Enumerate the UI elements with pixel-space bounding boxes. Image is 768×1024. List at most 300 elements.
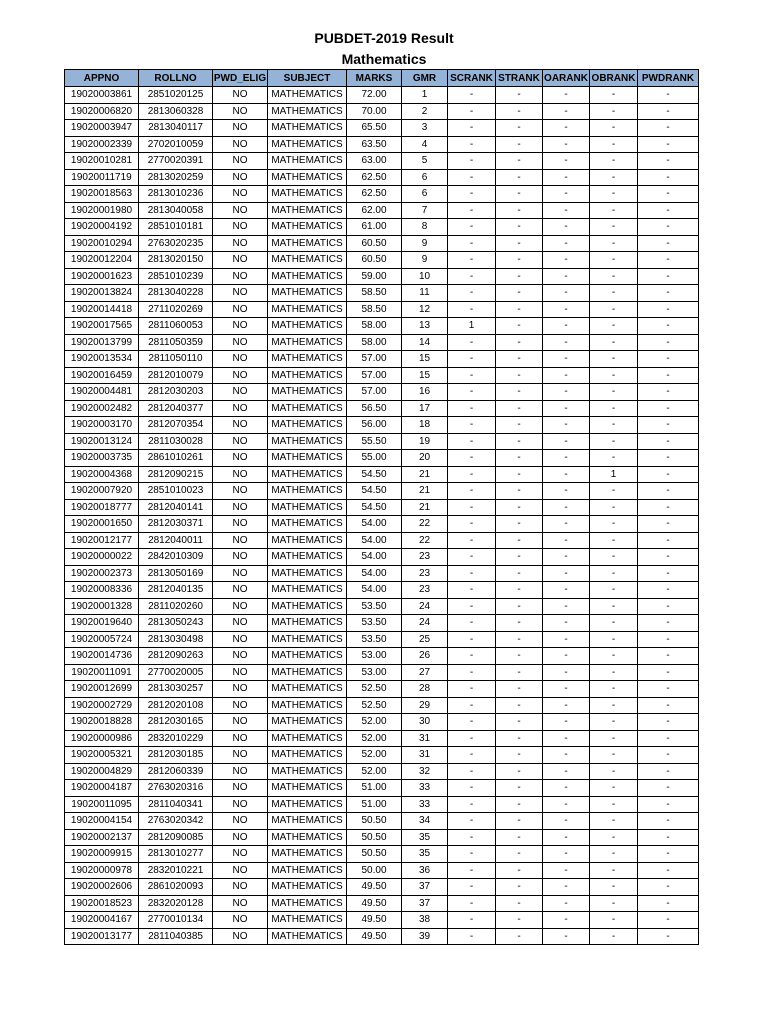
table-cell-subject: MATHEMATICS [268,367,347,384]
table-cell-gmr: 23 [402,549,448,566]
table-cell-rollno: 2861020093 [139,879,213,896]
table-cell-gmr: 22 [402,516,448,533]
table-cell-rollno: 2813020259 [139,169,213,186]
table-cell-pwdrank: - [638,928,699,945]
column-header-scrank: SCRANK [448,70,496,87]
table-cell-obrank: - [590,796,638,813]
table-cell-pwdrank: - [638,400,699,417]
table-cell-appno: 19020011719 [65,169,139,186]
table-cell-pwdrank: - [638,829,699,846]
table-cell-gmr: 27 [402,664,448,681]
table-cell-gmr: 24 [402,615,448,632]
table-cell-pwd-elig: NO [213,433,268,450]
table-cell-scrank: - [448,219,496,236]
table-cell-marks: 54.00 [347,516,402,533]
table-cell-pwd-elig: NO [213,532,268,549]
table-row [65,252,699,269]
table-cell-pwd-elig: NO [213,186,268,203]
table-cell-marks: 72.00 [347,87,402,104]
table-cell-strank: - [496,120,543,137]
table-cell-rollno: 2812040141 [139,499,213,516]
table-cell-subject: MATHEMATICS [268,648,347,665]
table-row [65,813,699,830]
table-cell-gmr: 13 [402,318,448,335]
table-cell-marks: 52.00 [347,714,402,731]
table-cell-rollno: 2813040228 [139,285,213,302]
table-cell-rollno: 2811040385 [139,928,213,945]
table-cell-subject: MATHEMATICS [268,169,347,186]
table-cell-oarank: - [543,912,590,929]
table-cell-scrank: - [448,417,496,434]
table-cell-subject: MATHEMATICS [268,862,347,879]
table-cell-gmr: 35 [402,846,448,863]
column-header-pwd-elig: PWD_ELIG [213,70,268,87]
table-cell-obrank: 1 [590,466,638,483]
table-cell-rollno: 2702010059 [139,136,213,153]
table-cell-oarank: - [543,747,590,764]
table-cell-oarank: - [543,598,590,615]
table-cell-strank: - [496,136,543,153]
table-cell-pwdrank: - [638,895,699,912]
table-cell-rollno: 2811030028 [139,433,213,450]
table-cell-rollno: 2811020260 [139,598,213,615]
table-cell-marks: 62.50 [347,186,402,203]
table-cell-strank: - [496,400,543,417]
table-cell-appno: 19020016459 [65,367,139,384]
table-cell-subject: MATHEMATICS [268,879,347,896]
table-row [65,516,699,533]
table-cell-scrank: - [448,433,496,450]
table-cell-scrank: - [448,285,496,302]
table-row [65,747,699,764]
table-row [65,318,699,335]
table-row [65,186,699,203]
table-cell-obrank: - [590,219,638,236]
table-cell-pwdrank: - [638,384,699,401]
table-cell-gmr: 11 [402,285,448,302]
table-cell-oarank: - [543,565,590,582]
table-cell-pwd-elig: NO [213,301,268,318]
table-cell-rollno: 2812090085 [139,829,213,846]
table-cell-subject: MATHEMATICS [268,549,347,566]
table-cell-pwdrank: - [638,813,699,830]
table-row [65,829,699,846]
table-cell-scrank: - [448,697,496,714]
table-cell-appno: 19020004154 [65,813,139,830]
table-cell-scrank: - [448,235,496,252]
table-cell-appno: 19020013799 [65,334,139,351]
table-cell-pwdrank: - [638,87,699,104]
table-cell-pwd-elig: NO [213,697,268,714]
table-cell-subject: MATHEMATICS [268,87,347,104]
table-cell-appno: 19020018523 [65,895,139,912]
table-cell-gmr: 6 [402,169,448,186]
table-cell-pwd-elig: NO [213,202,268,219]
table-row [65,615,699,632]
table-cell-subject: MATHEMATICS [268,400,347,417]
table-cell-gmr: 16 [402,384,448,401]
table-cell-appno: 19020005724 [65,631,139,648]
table-cell-strank: - [496,202,543,219]
table-row [65,103,699,120]
table-cell-oarank: - [543,895,590,912]
table-cell-marks: 54.00 [347,549,402,566]
table-cell-gmr: 29 [402,697,448,714]
table-cell-scrank: - [448,730,496,747]
table-cell-pwd-elig: NO [213,730,268,747]
table-cell-gmr: 26 [402,648,448,665]
table-cell-pwdrank: - [638,351,699,368]
table-cell-obrank: - [590,813,638,830]
table-cell-obrank: - [590,450,638,467]
table-cell-rollno: 2813030257 [139,681,213,698]
table-cell-strank: - [496,87,543,104]
table-cell-obrank: - [590,136,638,153]
table-cell-oarank: - [543,433,590,450]
table-row [65,846,699,863]
table-cell-obrank: - [590,763,638,780]
table-cell-marks: 54.00 [347,532,402,549]
table-cell-marks: 51.00 [347,796,402,813]
table-cell-obrank: - [590,681,638,698]
table-cell-obrank: - [590,879,638,896]
table-cell-scrank: - [448,103,496,120]
table-cell-oarank: - [543,136,590,153]
table-cell-gmr: 35 [402,829,448,846]
table-row [65,268,699,285]
table-cell-pwdrank: - [638,730,699,747]
table-cell-pwd-elig: NO [213,928,268,945]
column-header-rollno: ROLLNO [139,70,213,87]
table-cell-scrank: 1 [448,318,496,335]
table-cell-subject: MATHEMATICS [268,928,347,945]
table-row [65,796,699,813]
table-cell-oarank: - [543,829,590,846]
table-cell-rollno: 2813040117 [139,120,213,137]
table-cell-appno: 19020012177 [65,532,139,549]
table-row [65,499,699,516]
table-cell-pwd-elig: NO [213,648,268,665]
table-cell-oarank: - [543,450,590,467]
table-cell-appno: 19020014736 [65,648,139,665]
table-cell-marks: 55.50 [347,433,402,450]
table-cell-marks: 63.50 [347,136,402,153]
table-cell-marks: 65.50 [347,120,402,137]
table-cell-gmr: 21 [402,483,448,500]
table-cell-appno: 19020012699 [65,681,139,698]
table-cell-pwdrank: - [638,681,699,698]
table-cell-strank: - [496,846,543,863]
table-cell-strank: - [496,648,543,665]
table-cell-pwd-elig: NO [213,466,268,483]
table-cell-strank: - [496,532,543,549]
table-cell-obrank: - [590,400,638,417]
table-row [65,928,699,945]
table-cell-strank: - [496,730,543,747]
table-cell-obrank: - [590,730,638,747]
table-cell-gmr: 17 [402,400,448,417]
table-cell-gmr: 15 [402,351,448,368]
table-cell-strank: - [496,681,543,698]
table-cell-subject: MATHEMATICS [268,301,347,318]
table-cell-gmr: 33 [402,796,448,813]
table-cell-subject: MATHEMATICS [268,598,347,615]
table-cell-obrank: - [590,780,638,797]
table-cell-oarank: - [543,631,590,648]
table-cell-gmr: 39 [402,928,448,945]
table-cell-appno: 19020002729 [65,697,139,714]
table-cell-oarank: - [543,417,590,434]
table-cell-pwd-elig: NO [213,318,268,335]
table-cell-strank: - [496,268,543,285]
table-cell-pwdrank: - [638,763,699,780]
table-cell-obrank: - [590,103,638,120]
table-cell-marks: 50.50 [347,846,402,863]
table-cell-pwd-elig: NO [213,169,268,186]
table-cell-pwdrank: - [638,219,699,236]
table-cell-appno: 19020002606 [65,879,139,896]
table-cell-gmr: 9 [402,235,448,252]
table-cell-rollno: 2770020005 [139,664,213,681]
table-cell-obrank: - [590,664,638,681]
table-cell-rollno: 2812010079 [139,367,213,384]
table-cell-strank: - [496,351,543,368]
table-cell-subject: MATHEMATICS [268,417,347,434]
table-cell-appno: 19020011095 [65,796,139,813]
table-row [65,219,699,236]
table-cell-rollno: 2770020391 [139,153,213,170]
table-cell-scrank: - [448,532,496,549]
table-cell-subject: MATHEMATICS [268,565,347,582]
table-cell-pwd-elig: NO [213,565,268,582]
table-cell-gmr: 1 [402,87,448,104]
table-cell-scrank: - [448,598,496,615]
table-cell-subject: MATHEMATICS [268,268,347,285]
table-cell-rollno: 2811040341 [139,796,213,813]
table-cell-rollno: 2813050169 [139,565,213,582]
table-cell-marks: 56.50 [347,400,402,417]
table-cell-rollno: 2763020316 [139,780,213,797]
table-header-row [65,70,699,87]
table-cell-oarank: - [543,334,590,351]
table-cell-pwdrank: - [638,516,699,533]
table-cell-pwdrank: - [638,301,699,318]
table-cell-subject: MATHEMATICS [268,730,347,747]
table-cell-rollno: 2813010277 [139,846,213,863]
table-cell-rollno: 2832020128 [139,895,213,912]
table-cell-marks: 53.50 [347,631,402,648]
table-cell-oarank: - [543,879,590,896]
table-row [65,681,699,698]
table-cell-pwd-elig: NO [213,450,268,467]
table-cell-strank: - [496,879,543,896]
table-cell-gmr: 24 [402,598,448,615]
table-cell-rollno: 2813040058 [139,202,213,219]
table-cell-pwdrank: - [638,120,699,137]
table-cell-oarank: - [543,252,590,269]
table-cell-rollno: 2812040377 [139,400,213,417]
table-cell-oarank: - [543,813,590,830]
table-cell-pwd-elig: NO [213,681,268,698]
table-cell-marks: 54.50 [347,483,402,500]
table-row [65,549,699,566]
table-cell-strank: - [496,103,543,120]
table-cell-scrank: - [448,268,496,285]
table-cell-marks: 59.00 [347,268,402,285]
table-cell-rollno: 2812090263 [139,648,213,665]
table-cell-marks: 53.00 [347,648,402,665]
table-cell-oarank: - [543,169,590,186]
table-cell-obrank: - [590,351,638,368]
table-cell-marks: 60.50 [347,252,402,269]
table-cell-strank: - [496,912,543,929]
table-cell-strank: - [496,252,543,269]
table-cell-gmr: 9 [402,252,448,269]
table-cell-pwdrank: - [638,367,699,384]
table-cell-appno: 19020001623 [65,268,139,285]
table-cell-oarank: - [543,235,590,252]
table-cell-pwd-elig: NO [213,351,268,368]
table-cell-marks: 49.50 [347,912,402,929]
table-cell-oarank: - [543,186,590,203]
table-cell-marks: 55.00 [347,450,402,467]
table-cell-subject: MATHEMATICS [268,813,347,830]
table-cell-marks: 62.50 [347,169,402,186]
table-cell-strank: - [496,582,543,599]
table-cell-appno: 19020000022 [65,549,139,566]
table-cell-obrank: - [590,301,638,318]
table-cell-subject: MATHEMATICS [268,466,347,483]
table-cell-pwd-elig: NO [213,582,268,599]
table-cell-strank: - [496,367,543,384]
table-row [65,466,699,483]
table-cell-scrank: - [448,466,496,483]
table-cell-oarank: - [543,615,590,632]
table-cell-rollno: 2763020235 [139,235,213,252]
table-cell-scrank: - [448,186,496,203]
table-cell-pwdrank: - [638,499,699,516]
table-cell-appno: 19020000986 [65,730,139,747]
table-cell-strank: - [496,153,543,170]
table-cell-scrank: - [448,301,496,318]
table-cell-appno: 19020003170 [65,417,139,434]
table-cell-strank: - [496,235,543,252]
table-cell-pwd-elig: NO [213,615,268,632]
table-cell-gmr: 7 [402,202,448,219]
table-cell-obrank: - [590,829,638,846]
table-cell-pwd-elig: NO [213,219,268,236]
table-cell-appno: 19020001980 [65,202,139,219]
table-cell-appno: 19020009915 [65,846,139,863]
table-cell-scrank: - [448,384,496,401]
table-row [65,87,699,104]
table-cell-appno: 19020004167 [65,912,139,929]
table-cell-gmr: 21 [402,499,448,516]
table-cell-marks: 54.00 [347,565,402,582]
table-cell-appno: 19020014418 [65,301,139,318]
table-cell-scrank: - [448,747,496,764]
table-cell-subject: MATHEMATICS [268,334,347,351]
table-cell-pwdrank: - [638,235,699,252]
table-cell-pwdrank: - [638,780,699,797]
table-cell-marks: 70.00 [347,103,402,120]
table-cell-obrank: - [590,120,638,137]
table-cell-subject: MATHEMATICS [268,846,347,863]
table-cell-scrank: - [448,879,496,896]
table-cell-obrank: - [590,334,638,351]
table-cell-strank: - [496,549,543,566]
column-header-appno: APPNO [65,70,139,87]
table-cell-pwd-elig: NO [213,103,268,120]
table-cell-gmr: 14 [402,334,448,351]
table-cell-subject: MATHEMATICS [268,153,347,170]
table-cell-oarank: - [543,780,590,797]
table-cell-appno: 19020004829 [65,763,139,780]
table-cell-subject: MATHEMATICS [268,697,347,714]
table-cell-strank: - [496,285,543,302]
table-cell-pwdrank: - [638,615,699,632]
table-row [65,367,699,384]
table-cell-marks: 57.00 [347,384,402,401]
table-cell-rollno: 2861010261 [139,450,213,467]
table-row [65,631,699,648]
table-cell-pwd-elig: NO [213,483,268,500]
table-cell-oarank: - [543,483,590,500]
table-cell-rollno: 2812040011 [139,532,213,549]
table-cell-pwdrank: - [638,268,699,285]
table-cell-oarank: - [543,318,590,335]
table-cell-gmr: 23 [402,565,448,582]
table-cell-rollno: 2770010134 [139,912,213,929]
column-header-pwdrank: PWDRANK [638,70,699,87]
table-cell-appno: 19020001328 [65,598,139,615]
table-cell-subject: MATHEMATICS [268,235,347,252]
table-cell-rollno: 2813010236 [139,186,213,203]
table-cell-pwd-elig: NO [213,367,268,384]
table-row [65,763,699,780]
table-cell-oarank: - [543,499,590,516]
table-row [65,334,699,351]
table-cell-marks: 57.00 [347,351,402,368]
table-cell-pwd-elig: NO [213,285,268,302]
table-cell-appno: 19020004192 [65,219,139,236]
table-cell-gmr: 8 [402,219,448,236]
table-cell-rollno: 2812030371 [139,516,213,533]
table-row [65,862,699,879]
table-cell-appno: 19020011091 [65,664,139,681]
table-cell-appno: 19020010281 [65,153,139,170]
table-cell-obrank: - [590,895,638,912]
table-cell-rollno: 2812060339 [139,763,213,780]
table-cell-obrank: - [590,367,638,384]
table-cell-strank: - [496,334,543,351]
table-cell-pwd-elig: NO [213,136,268,153]
table-cell-scrank: - [448,549,496,566]
table-cell-scrank: - [448,516,496,533]
table-cell-obrank: - [590,483,638,500]
table-cell-oarank: - [543,681,590,698]
table-cell-obrank: - [590,615,638,632]
table-cell-subject: MATHEMATICS [268,780,347,797]
table-cell-strank: - [496,186,543,203]
table-cell-obrank: - [590,598,638,615]
table-cell-pwdrank: - [638,433,699,450]
table-cell-strank: - [496,829,543,846]
table-cell-pwdrank: - [638,714,699,731]
table-cell-scrank: - [448,631,496,648]
table-cell-pwdrank: - [638,318,699,335]
table-cell-obrank: - [590,433,638,450]
